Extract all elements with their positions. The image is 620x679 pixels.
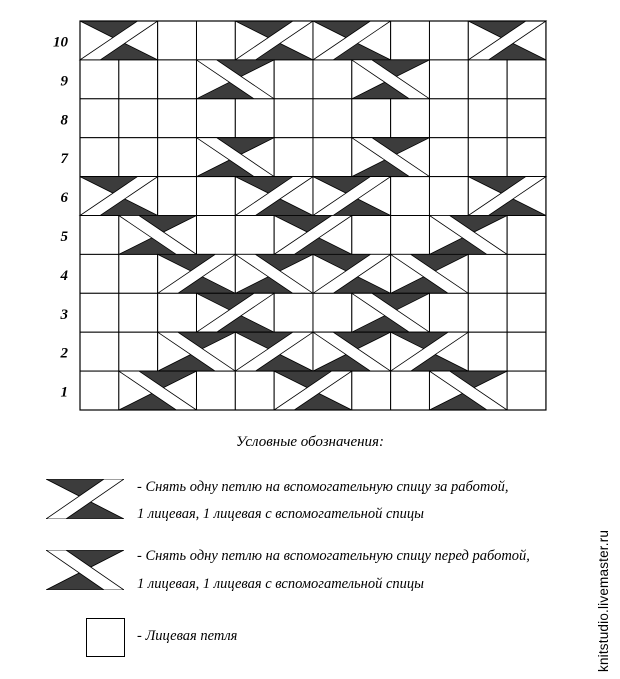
cross-front-cell (119, 371, 197, 410)
knit-stitch-cell (391, 177, 430, 216)
knit-stitch-cell (196, 21, 235, 60)
knit-stitch-cell (235, 99, 274, 138)
legend-item-cross-front-line1: - Снять одну петлю на вспомогательную спицу перед работой, (137, 548, 530, 564)
knit-stitch-cell (313, 293, 352, 332)
knit-stitch-cell (196, 216, 235, 255)
cross-front-cell (235, 254, 313, 293)
row-label: 2 (60, 345, 68, 362)
knit-stitch-cell (429, 293, 468, 332)
cross-front-cell (313, 332, 391, 371)
cross-back-cell (391, 332, 469, 371)
knit-stitch-cell (468, 293, 507, 332)
knit-stitch-cell (507, 216, 546, 255)
cross-back-cell (468, 21, 546, 60)
cross-front-icon (46, 550, 124, 590)
cross-back-icon (46, 479, 124, 519)
knit-stitch-cell (429, 60, 468, 99)
knit-stitch-cell (429, 21, 468, 60)
knit-stitch-cell (274, 99, 313, 138)
knit-stitch-cell (119, 138, 158, 177)
row-label: 5 (60, 228, 68, 245)
knit-stitch-cell (158, 138, 197, 177)
knit-stitch-cell (507, 293, 546, 332)
row-label: 3 (60, 306, 68, 323)
knit-stitch-cell (119, 99, 158, 138)
knit-stitch-cell (391, 216, 430, 255)
cross-front-cell (352, 60, 430, 99)
knit-stitch-cell (391, 99, 430, 138)
watermark: knitstudio.livemaster.ru (596, 529, 611, 672)
cross-front-cell (158, 332, 236, 371)
row-label: 1 (60, 384, 68, 401)
cross-front-cell (196, 60, 274, 99)
knit-stitch-cell (391, 371, 430, 410)
knit-stitch-cell (80, 254, 119, 293)
knit-stitch-cell (468, 60, 507, 99)
cross-back-cell (313, 254, 391, 293)
knit-stitch-cell (313, 99, 352, 138)
knit-stitch-cell (507, 332, 546, 371)
knit-stitch-icon (86, 618, 126, 658)
knit-stitch-cell (274, 138, 313, 177)
knit-stitch-cell (507, 60, 546, 99)
knit-stitch-cell (196, 99, 235, 138)
knit-stitch-cell (468, 332, 507, 371)
knit-stitch-cell (80, 371, 119, 410)
knit-stitch-cell (313, 138, 352, 177)
knit-stitch-cell (507, 99, 546, 138)
cross-front-cell (429, 216, 507, 255)
knit-stitch-cell (429, 138, 468, 177)
knit-stitch-cell (80, 332, 119, 371)
cross-back-cell (196, 293, 274, 332)
cross-front-cell (391, 254, 469, 293)
cross-back-cell (80, 177, 158, 216)
knit-stitch-cell (80, 60, 119, 99)
cross-back-cell (274, 371, 352, 410)
row-label: 7 (60, 151, 68, 168)
row-label: 10 (53, 34, 68, 51)
cross-back-cell (468, 177, 546, 216)
knit-stitch-cell (352, 371, 391, 410)
knit-stitch-cell (80, 138, 119, 177)
knit-stitch-cell (119, 332, 158, 371)
knit-stitch-cell (80, 293, 119, 332)
knit-stitch-cell (468, 254, 507, 293)
legend-item-cross-back-line2: 1 лицевая, 1 лицевая с вспомогательной спицы (137, 506, 424, 522)
knit-stitch-cell (80, 99, 119, 138)
knit-stitch-cell (119, 60, 158, 99)
knit-stitch-cell (391, 21, 430, 60)
knit-stitch-cell (158, 99, 197, 138)
legend-item-cross-back-line1: - Снять одну петлю на вспомогательную спицу за работой, (137, 479, 509, 495)
cross-front-cell (352, 293, 430, 332)
knit-stitch-cell (468, 99, 507, 138)
cross-back-cell (313, 177, 391, 216)
knit-stitch-cell (313, 60, 352, 99)
cross-back-cell (274, 216, 352, 255)
legend-item-cross-front-line2: 1 лицевая, 1 лицевая с вспомогательной спицы (137, 576, 424, 592)
knit-stitch-cell (196, 177, 235, 216)
knit-stitch-cell (274, 60, 313, 99)
cross-back-cell (235, 332, 313, 371)
knit-stitch-cell (352, 216, 391, 255)
cross-back-cell (235, 177, 313, 216)
knit-stitch-cell (119, 254, 158, 293)
row-label: 6 (60, 190, 68, 207)
knit-stitch-cell (507, 138, 546, 177)
knit-stitch-cell (352, 99, 391, 138)
knit-stitch-cell (507, 254, 546, 293)
knit-stitch-cell (429, 99, 468, 138)
cross-front-cell (429, 371, 507, 410)
row-label: 4 (60, 267, 68, 284)
knit-stitch-cell (158, 21, 197, 60)
legend-title: Условные обозначения: (235, 434, 385, 450)
knit-stitch-cell (158, 293, 197, 332)
knit-stitch-cell (468, 138, 507, 177)
cross-back-cell (235, 21, 313, 60)
knit-stitch-cell (119, 293, 158, 332)
knit-stitch-cell (274, 293, 313, 332)
knit-stitch-cell (235, 216, 274, 255)
row-label: 9 (60, 73, 68, 90)
knit-stitch-cell (507, 371, 546, 410)
knit-stitch-cell (429, 177, 468, 216)
cross-front-cell (196, 138, 274, 177)
knit-stitch-cell (196, 371, 235, 410)
knit-stitch-cell (158, 177, 197, 216)
cross-front-cell (352, 138, 430, 177)
cross-front-cell (119, 216, 197, 255)
cross-back-cell (158, 254, 236, 293)
row-label: 8 (60, 112, 68, 129)
cross-back-cell (313, 21, 391, 60)
legend-item-knit-stitch-line1: - Лицевая петля (137, 628, 238, 644)
knit-stitch-cell (158, 60, 197, 99)
knit-stitch-cell (235, 371, 274, 410)
cross-back-cell (80, 21, 158, 60)
knit-stitch-cell (80, 216, 119, 255)
